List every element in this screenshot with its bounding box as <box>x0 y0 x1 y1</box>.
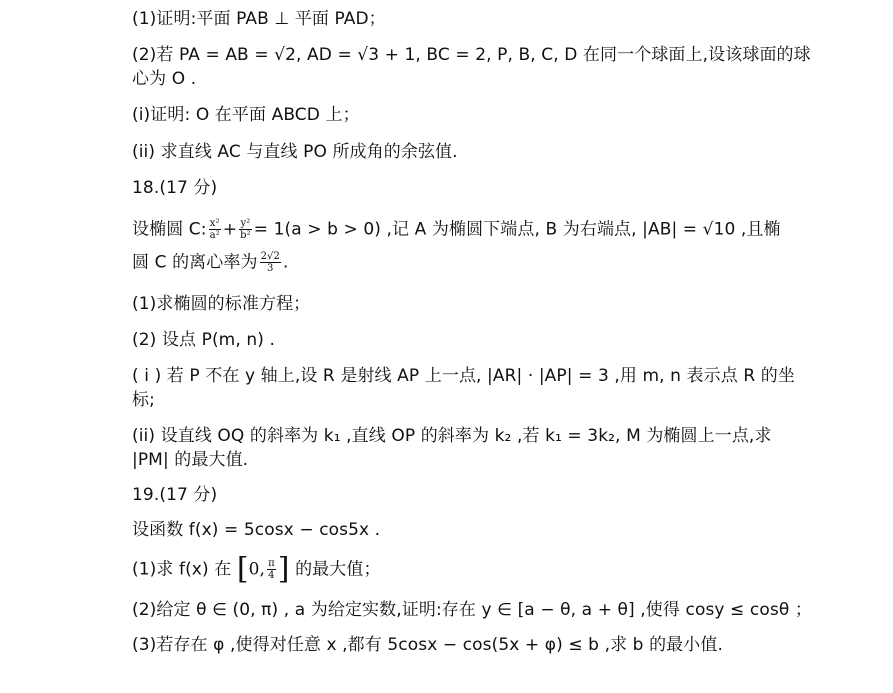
line-4: (i)证明: O 在平面 ABCD 上； <box>132 105 360 125</box>
line-11: ( i ) 若 P 不在 y 轴上,设 R 是射线 AP 上一点, |AR| · |AP| = 3 ,用 m, n 表示点 R 的坐 <box>132 366 795 386</box>
line-19: (3)若存在 φ ,使得对任意 x ,都有 5cosx − cos(5x + φ) ≤ b ,求 b 的最小值. <box>132 635 723 655</box>
line-7 <box>132 218 781 241</box>
line-6: 18.(17 分) <box>132 178 218 198</box>
line-8-text-before: 圆 C 的离心率为 <box>132 252 258 273</box>
fraction-x2-a2: $\frac{\text{x²}}{\text{a²}}$ <box>209 218 220 241</box>
fraction-pi-4: $\frac{\pi}{4}$ <box>268 558 275 581</box>
line-12: 标; <box>132 390 155 410</box>
line-9: (1)求椭圆的标准方程； <box>132 294 311 314</box>
line-8 <box>132 251 289 274</box>
line-2: (2)若 PA = AB = √2, AD = √3 + 1, BC = 2, P, B, C, D 在同一个球面上,设该球面的球 <box>132 45 811 65</box>
fraction-eccentricity: $\frac{2√2}{3}$ <box>260 251 280 274</box>
interval-open-bracket: [ <box>236 551 249 587</box>
line-17-text-after: 的最大值； <box>295 559 381 580</box>
line-3: 心为 O . <box>132 69 197 89</box>
line-18: (2)给定 θ ∈ (0, π) , a 为给定实数,证明:存在 y ∈ [a − θ, a + θ] ,使得 cosy ≤ cosθ ； <box>132 600 812 620</box>
line-16: 设函数 f(x) = 5cosx − cos5x . <box>132 520 381 540</box>
interval-close-bracket: ] <box>277 551 290 587</box>
line-10: (2) 设点 P(m, n) . <box>132 330 275 350</box>
line-17 <box>132 551 381 587</box>
line-7-text-before: 设椭圆 C: <box>132 219 207 240</box>
line-7-text-after: = 1(a > b > 0) ,记 A 为椭圆下端点, B 为右端点, |AB| = √10 ,且椭 <box>253 219 781 240</box>
line-17-text-before: (1)求 f(x) 在 <box>132 559 232 580</box>
line-13: (ii) 设直线 OQ 的斜率为 k₁ ,直线 OP 的斜率为 k₂ ,若 k₁ = 3k₂, M 为椭圆上一点,求 <box>132 426 772 446</box>
interval-left-value: 0, <box>248 559 266 580</box>
fraction-y2-b2: $\frac{\text{y²}}{\text{b²}}$ <box>240 218 251 241</box>
line-8-text-after: . <box>282 252 289 273</box>
line-15: 19.(17 分) <box>132 485 218 505</box>
plus-sign: + <box>222 219 238 240</box>
line-1: (1)证明:平面 PAB ⊥ 平面 PAD； <box>132 9 386 29</box>
line-14: |PM| 的最大值. <box>132 450 249 470</box>
line-5: (ii) 求直线 AC 与直线 PO 所成角的余弦值. <box>132 142 458 162</box>
